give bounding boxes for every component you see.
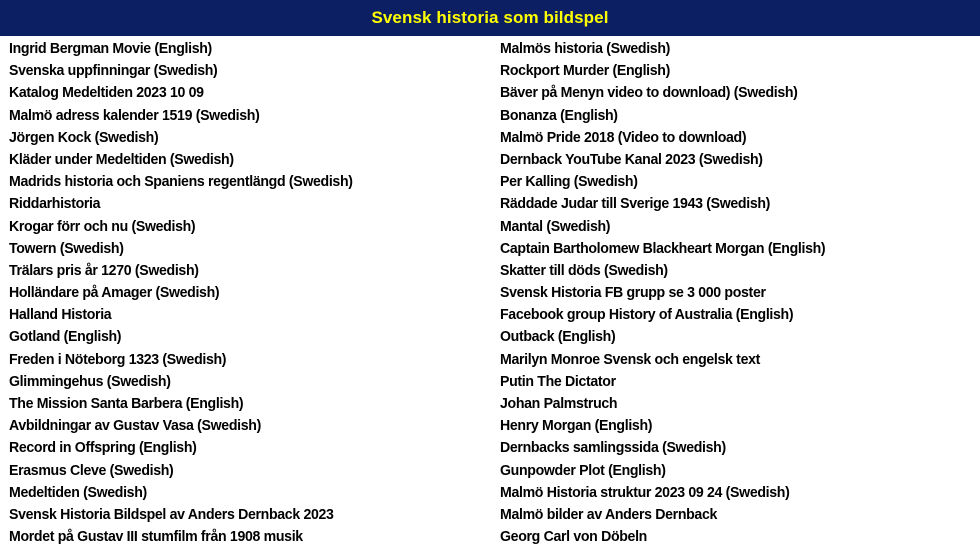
header-title: Svensk historia som bildspel	[371, 8, 609, 27]
link-item[interactable]: Holländare på Amager (Swedish)	[9, 284, 220, 302]
link-item[interactable]: Marilyn Monroe Svensk och engelsk text	[500, 350, 761, 368]
link-item[interactable]: Katalog Medeltiden 2023 10 09	[9, 84, 204, 102]
link-item[interactable]: Malmö adress kalender 1519 (Swedish)	[9, 106, 260, 124]
link-item[interactable]: Erasmus Cleve (Swedish)	[9, 461, 174, 479]
link-item[interactable]: Trälars pris år 1270 (Swedish)	[9, 261, 199, 279]
link-item[interactable]: Towern (Swedish)	[9, 239, 124, 257]
link-item[interactable]: Facebook group History of Australia (English)	[500, 306, 794, 324]
link-item[interactable]: Räddade Judar till Sverige 1943 (Swedish)	[500, 195, 771, 213]
right-link-list	[500, 38, 978, 548]
link-item[interactable]: Mantal (Swedish)	[500, 217, 611, 235]
link-item[interactable]: Freden i Nöteborg 1323 (Swedish)	[9, 350, 227, 368]
link-item[interactable]: Malmös historia (Swedish)	[500, 40, 671, 57]
left-link-list	[9, 38, 489, 548]
link-item[interactable]: Gunpowder Plot (English)	[500, 461, 666, 479]
link-item[interactable]: Svenska uppfinningar (Swedish)	[9, 62, 218, 80]
link-item[interactable]: Malmö Historia struktur 2023 09 24 (Swedish)	[500, 483, 790, 501]
link-item[interactable]: Captain Bartholomew Blackheart Morgan (English)	[500, 239, 826, 257]
link-item[interactable]: Halland Historia	[9, 306, 112, 324]
link-item[interactable]: Kläder under Medeltiden (Swedish)	[9, 150, 234, 168]
link-item[interactable]: Skatter till döds (Swedish)	[500, 261, 668, 279]
link-item[interactable]: Madrids historia och Spaniens regentlängd (Swedish)	[9, 173, 353, 191]
link-item[interactable]: Jörgen Kock (Swedish)	[9, 128, 159, 146]
link-item[interactable]: Glimmingehus (Swedish)	[9, 372, 171, 390]
link-item[interactable]: The Mission Santa Barbera (English)	[9, 395, 244, 412]
link-item[interactable]: Gotland (English)	[9, 328, 122, 346]
link-item[interactable]: Malmö Pride 2018 (Video to download)	[500, 128, 747, 146]
link-item[interactable]: Krogar förr och nu (Swedish)	[9, 217, 196, 235]
link-item[interactable]: Dernback YouTube Kanal 2023 (Swedish)	[500, 150, 763, 168]
header-bar	[0, 0, 980, 36]
link-item[interactable]: Rockport Murder (English)	[500, 62, 671, 80]
link-item[interactable]: Svensk Historia FB grupp se 3 000 poster	[500, 284, 766, 302]
link-item[interactable]: Dernbacks samlingssida (Swedish)	[500, 439, 726, 457]
link-item[interactable]: Outback (English)	[500, 328, 616, 346]
link-item[interactable]: Svensk Historia Bildspel av Anders Dernback 2023	[9, 505, 334, 523]
link-item[interactable]: Medeltiden (Swedish)	[9, 483, 147, 501]
link-item[interactable]: Ingrid Bergman Movie (English)	[9, 40, 212, 57]
link-item[interactable]: Riddarhistoria	[9, 195, 101, 213]
link-item[interactable]: Avbildningar av Gustav Vasa (Swedish)	[9, 417, 261, 435]
link-item[interactable]: Putin The Dictator	[500, 372, 616, 390]
link-item[interactable]: Malmö bilder av Anders Dernback	[500, 505, 718, 523]
link-item[interactable]: Per Kalling (Swedish)	[500, 173, 638, 191]
link-item[interactable]: Bonanza (English)	[500, 106, 618, 124]
link-item[interactable]: Mordet på Gustav III stumfilm från 1908 musik	[9, 528, 303, 546]
link-item[interactable]: Henry Morgan (English)	[500, 417, 653, 435]
link-item[interactable]: Georg Carl von Döbeln	[500, 528, 647, 546]
link-item[interactable]: Record in Offspring (English)	[9, 439, 197, 457]
link-item[interactable]: Bäver på Menyn video to download) (Swedish)	[500, 84, 798, 102]
link-item[interactable]: Johan Palmstruch	[500, 395, 618, 412]
